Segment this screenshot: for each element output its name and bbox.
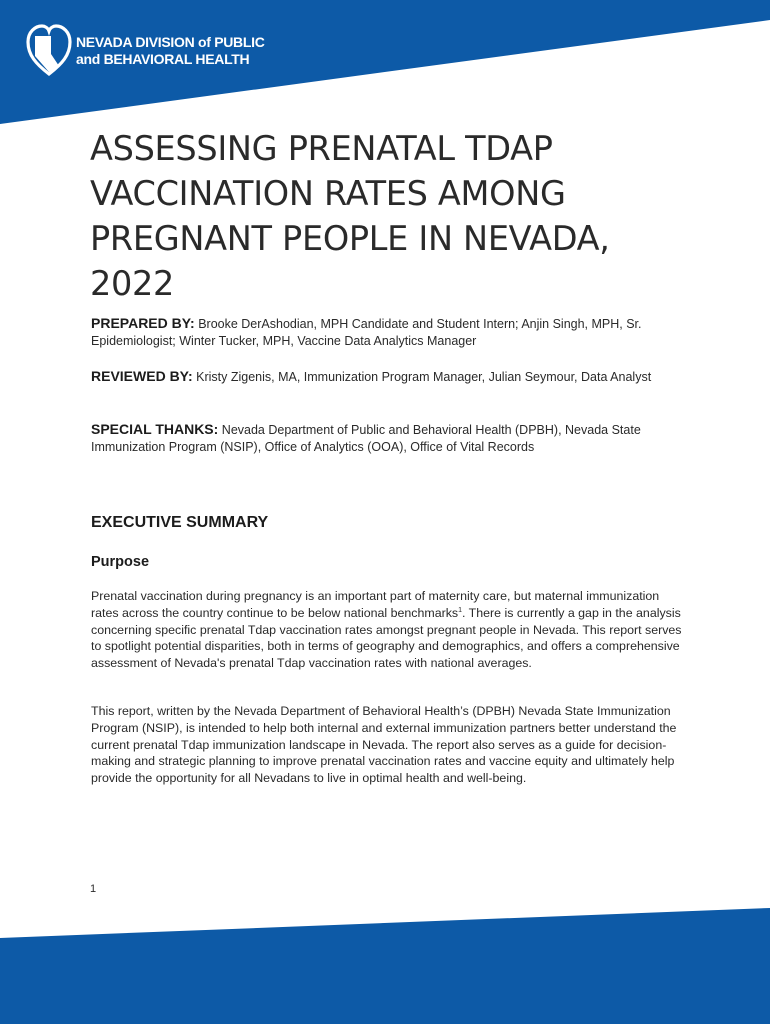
report-title: ASSESSING PRENATAL TDAP VACCINATION RATES AMONG PREGNANT PEOPLE IN NEVADA, 2022 (90, 129, 610, 303)
reviewed-by-label: REVIEWED BY: (91, 368, 193, 384)
logo-line-2: and BEHAVIORAL HEALTH (76, 51, 250, 67)
logo-text (76, 34, 265, 68)
page-number: 1 (90, 883, 97, 895)
reviewed-by (91, 368, 691, 386)
purpose-paragraph-1 (91, 588, 683, 672)
special-thanks (91, 421, 691, 456)
footnote-reference[interactable]: 1 (458, 606, 463, 614)
prepared-by-label: PREPARED BY: (91, 315, 195, 331)
special-thanks-text: Nevada Department of Public and Behavioral Health (DPBH), Nevada State Immunization Program (NSIP), Office of Analytics (OOA), Office of Vital Records (91, 423, 641, 454)
logo-line-1: NEVADA DIVISION of PUBLIC (76, 34, 265, 50)
agency-logo (26, 22, 265, 82)
footer-banner (0, 905, 770, 1024)
purpose-heading: Purpose (91, 554, 150, 570)
nevada-heart-icon (26, 22, 72, 80)
purpose-paragraph-1-text-b: . There is currently a gap in the analysis concerning specific prenatal Tdap vaccination rates amongst pregnant people in Nevada. This report serves to spotlight potential disparities, both in terms of geography and demographics, and offers a comprehensive assessment of Nevada's prenatal Tdap vaccination rates with national averages. (91, 605, 682, 671)
purpose-paragraph-2: This report, written by the Nevada Department of Behavioral Health’s (DPBH) Nevada State Immunization Program (NSIP), is intended to help both internal and external immunization partners better understand the current prenatal Tdap immunization landscape in Nevada. The report also serves as a guide for decision-making and strategic planning to improve prenatal vaccination rates and vaccine equity and ultimately help provide the opportunity for all Nevadans to live in optimal health and well-being. (91, 704, 677, 786)
special-thanks-label: SPECIAL THANKS: (91, 421, 219, 437)
prepared-by-text: Brooke DerAshodian, MPH Candidate and Student Intern; Anjin Singh, MPH, Sr. Epidemiologist; Winter Tucker, MPH, Vaccine Data Analytics Manager (91, 317, 642, 348)
purpose-paragraph-1-text-a: Prenatal vaccination during pregnancy is an important part of maternity care, but maternal immunization rates across the country continue to be below national benchmarks (91, 589, 660, 620)
executive-summary-heading: EXECUTIVE SUMMARY (91, 514, 269, 531)
prepared-by (91, 315, 691, 350)
reviewed-by-text: Kristy Zigenis, MA, Immunization Program Manager, Julian Seymour, Data Analyst (196, 370, 652, 384)
